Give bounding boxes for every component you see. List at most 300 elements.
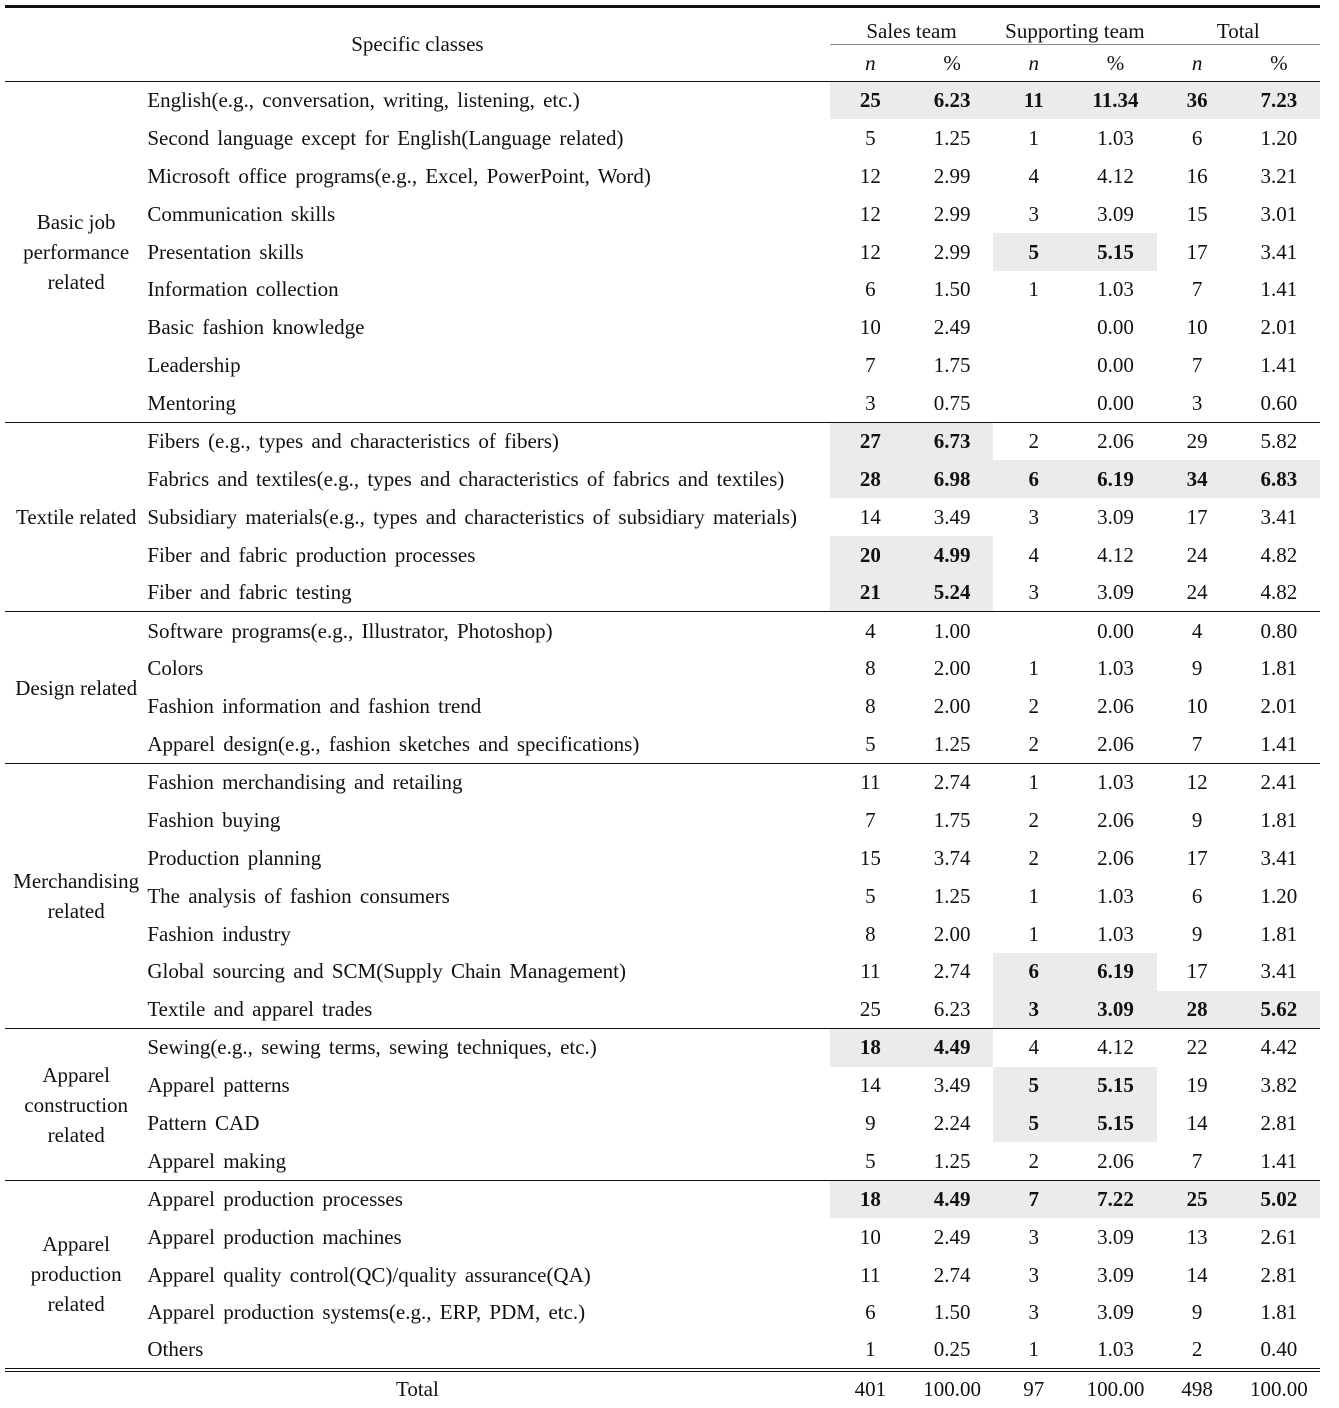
sales-n: 11	[860, 770, 881, 795]
supporting-pct: 1.03	[1097, 125, 1134, 150]
supporting-pct: 11.34	[1074, 82, 1156, 120]
sales-n: 9	[865, 1110, 876, 1135]
supporting-n: 2	[1028, 845, 1040, 870]
total-pct: 4.82	[1260, 580, 1298, 605]
total-n: 17	[1186, 504, 1208, 529]
total-pct: 1.81	[1260, 656, 1298, 681]
supporting-n: 1	[1028, 277, 1040, 302]
sales-n: 14	[859, 504, 881, 529]
table-row	[5, 460, 1320, 498]
sales-pct: 1.50	[933, 277, 971, 302]
supporting-n: 3	[993, 991, 1074, 1029]
supporting-n: 2	[1028, 1148, 1040, 1173]
sales-n: 12	[859, 239, 881, 264]
class-name: Microsoft office programs(e.g., Excel, PowerPoint, Word)	[147, 163, 651, 188]
table-row	[5, 764, 1320, 802]
supporting-pct: 4.12	[1097, 163, 1134, 188]
supporting-n: 3	[1028, 1262, 1040, 1287]
supporting-n: 1	[1028, 883, 1040, 908]
supporting-pct: 2.06	[1097, 731, 1134, 756]
table-row	[5, 726, 1320, 764]
supporting-pct: 1.03	[1097, 277, 1134, 302]
sales-pct: 1.25	[933, 883, 971, 908]
table-row	[5, 1142, 1320, 1180]
total-pct: 1.41	[1260, 731, 1298, 756]
total-pct: 0.80	[1260, 618, 1298, 643]
total-n: 9	[1191, 1300, 1203, 1325]
class-name: English(e.g., conversation, writing, listening, etc.)	[147, 88, 580, 113]
table-row	[5, 233, 1320, 271]
table-row	[5, 688, 1320, 726]
sales-n: 25	[830, 82, 911, 120]
sales-n: 12	[859, 201, 881, 226]
supporting-n	[993, 309, 1074, 347]
sales-pct: 2.49	[933, 1224, 971, 1249]
sales-n: 18	[830, 1180, 911, 1218]
supporting-n: 6	[993, 460, 1074, 498]
supporting-pct: 3.09	[1097, 201, 1134, 226]
sales-pct: 1.50	[933, 1300, 971, 1325]
total-pct: 3.41	[1260, 845, 1298, 870]
total-pct: 7.23	[1238, 82, 1320, 120]
specific-classes-header: Specific classes	[5, 7, 830, 82]
total-pct: 3.41	[1260, 504, 1298, 529]
supporting-pct: 7.22	[1074, 1180, 1156, 1218]
class-name: Subsidiary materials(e.g., types and characteristics of subsidiary materials)	[147, 504, 797, 529]
supporting-pct: 3.09	[1097, 580, 1134, 605]
sales-n: 27	[830, 423, 911, 461]
total-pct: 3.21	[1260, 163, 1298, 188]
sales-n: 6	[865, 1300, 876, 1325]
class-name: Information collection	[147, 277, 339, 302]
total-header: Total	[1157, 7, 1320, 45]
section-group	[5, 82, 1320, 423]
table-row	[5, 1105, 1320, 1143]
sales-pct: 2.74	[933, 770, 971, 795]
sales-n: 1	[865, 1337, 876, 1362]
total-n: 14	[1186, 1110, 1208, 1135]
total-n: 10	[1186, 694, 1208, 719]
category-label: Merchandising related	[13, 869, 140, 924]
sales-pct: 0.75	[933, 390, 971, 415]
table-header	[5, 7, 1320, 82]
total-pct: 2.01	[1260, 315, 1298, 340]
table-row	[5, 1332, 1320, 1370]
table-row	[5, 650, 1320, 688]
table-row	[5, 119, 1320, 157]
total-pct: 4.82	[1260, 542, 1298, 567]
class-name: Communication skills	[147, 201, 336, 226]
class-name: Fabrics and textiles(e.g., types and characteristics of fabrics and textiles)	[147, 466, 785, 491]
sales-pct: 2.99	[933, 239, 971, 264]
supporting-n: 5	[993, 1105, 1074, 1143]
sales-pct-header: %	[911, 45, 993, 82]
sales-n: 5	[865, 125, 876, 150]
sales-n: 5	[865, 731, 876, 756]
category-label: Basic job performance related	[23, 210, 130, 294]
table-row	[5, 1256, 1320, 1294]
table-row	[5, 157, 1320, 195]
category-label: Design related	[15, 675, 138, 700]
sales-pct: 6.73	[911, 423, 993, 461]
total-n: 9	[1191, 921, 1203, 946]
supporting-n: 2	[1028, 694, 1040, 719]
class-name: Global sourcing and SCM(Supply Chain Management)	[147, 959, 627, 984]
class-name: Fiber and fabric production processes	[147, 542, 476, 567]
supporting-n: 3	[1028, 201, 1040, 226]
category-label: Apparel production related	[30, 1232, 122, 1317]
total-pct: 2.01	[1260, 694, 1298, 719]
sales-n: 10	[859, 1224, 881, 1249]
total-n: 24	[1186, 542, 1208, 567]
table-row	[5, 536, 1320, 574]
class-name: Fashion information and fashion trend	[147, 694, 482, 719]
supporting-n: 1	[1028, 1337, 1040, 1362]
total-n: 3	[1191, 390, 1203, 415]
table-footer	[5, 1370, 1320, 1408]
sales-pct: 2.74	[933, 959, 971, 984]
supporting-pct: 3.09	[1097, 504, 1134, 529]
total-pct: 2.81	[1260, 1110, 1298, 1135]
class-name: Production planning	[147, 845, 322, 870]
total-n-header: n	[1157, 45, 1238, 82]
total-supporting-n: 97	[993, 1370, 1074, 1408]
class-name: Software programs(e.g., Illustrator, Photoshop)	[147, 618, 553, 643]
table-row	[5, 574, 1320, 612]
total-pct: 1.41	[1260, 277, 1298, 302]
sales-n: 11	[860, 1262, 881, 1287]
sales-n: 21	[830, 574, 911, 612]
sales-n-header: n	[830, 45, 911, 82]
total-n: 7	[1191, 353, 1203, 378]
sales-pct: 1.25	[933, 125, 971, 150]
supporting-pct: 0.00	[1097, 390, 1134, 415]
total-pct: 5.62	[1238, 991, 1320, 1029]
total-pct: 1.20	[1260, 883, 1298, 908]
supporting-n: 1	[1028, 770, 1040, 795]
sales-pct: 2.74	[933, 1262, 971, 1287]
supporting-pct: 4.12	[1097, 542, 1134, 567]
sales-pct: 0.25	[933, 1337, 971, 1362]
total-pct: 3.41	[1260, 239, 1298, 264]
total-n: 10	[1186, 315, 1208, 340]
supporting-n: 3	[1028, 504, 1040, 529]
class-name: Apparel production machines	[147, 1224, 402, 1249]
supporting-pct: 1.03	[1097, 883, 1134, 908]
total-n: 14	[1186, 1262, 1208, 1287]
table-row	[5, 347, 1320, 385]
table-row	[5, 82, 1320, 120]
supporting-n: 5	[993, 1067, 1074, 1105]
total-pct: 2.81	[1260, 1262, 1298, 1287]
sales-pct: 6.98	[911, 460, 993, 498]
section-group	[5, 612, 1320, 764]
sales-n: 8	[865, 921, 876, 946]
sales-pct: 1.75	[933, 353, 971, 378]
supporting-pct: 1.03	[1097, 656, 1134, 681]
supporting-pct: 5.15	[1074, 233, 1156, 271]
total-n: 36	[1157, 82, 1238, 120]
supporting-pct: 1.03	[1097, 770, 1134, 795]
sales-pct: 2.00	[933, 656, 971, 681]
table-row	[5, 839, 1320, 877]
total-n: 16	[1186, 163, 1208, 188]
total-n: 9	[1191, 807, 1203, 832]
sales-pct: 2.00	[933, 694, 971, 719]
class-name: Sewing(e.g., sewing terms, sewing techniques, etc.)	[147, 1035, 597, 1060]
total-pct: 4.42	[1260, 1035, 1298, 1060]
supporting-pct: 6.19	[1074, 953, 1156, 991]
supporting-n: 4	[1028, 1035, 1040, 1060]
sales-pct: 6.23	[933, 997, 971, 1022]
supporting-n: 2	[1028, 731, 1040, 756]
section-group	[5, 1029, 1320, 1181]
total-pct: 1.81	[1260, 921, 1298, 946]
total-total-pct: 100.00	[1238, 1370, 1320, 1408]
supporting-n: 3	[1028, 1300, 1040, 1325]
class-name: Fashion buying	[147, 807, 281, 832]
total-n: 28	[1157, 991, 1238, 1029]
table-row	[5, 423, 1320, 461]
supporting-n: 1	[1028, 125, 1040, 150]
table-row	[5, 1180, 1320, 1218]
supporting-n: 1	[1028, 656, 1040, 681]
table-row	[5, 953, 1320, 991]
total-pct: 5.82	[1260, 429, 1298, 454]
total-total-n: 498	[1157, 1370, 1238, 1408]
total-n: 22	[1186, 1035, 1208, 1060]
supporting-pct: 4.12	[1097, 1035, 1134, 1060]
supporting-n: 3	[1028, 1224, 1040, 1249]
sales-n: 14	[859, 1073, 881, 1098]
total-n: 7	[1191, 1148, 1203, 1173]
class-name: Apparel production processes	[147, 1187, 403, 1212]
sales-pct: 4.99	[911, 536, 993, 574]
sales-n: 3	[865, 390, 876, 415]
sales-pct: 4.49	[911, 1029, 993, 1067]
total-sales-pct: 100.00	[911, 1370, 993, 1408]
supporting-pct: 0.00	[1097, 353, 1134, 378]
sales-n: 8	[865, 656, 876, 681]
total-pct: 1.41	[1260, 353, 1298, 378]
supporting-pct: 0.00	[1097, 618, 1134, 643]
sales-n: 5	[865, 1148, 876, 1173]
section-group	[5, 1180, 1320, 1369]
table-row	[5, 612, 1320, 650]
class-name: Presentation skills	[147, 239, 304, 264]
sales-n: 7	[865, 353, 876, 378]
total-n: 7	[1191, 731, 1203, 756]
table-row	[5, 385, 1320, 423]
class-name: Textile and apparel trades	[147, 997, 373, 1022]
total-pct: 0.40	[1260, 1337, 1298, 1362]
supporting-pct-header: %	[1074, 45, 1156, 82]
supporting-pct: 1.03	[1097, 921, 1134, 946]
category-label: Textile related	[15, 505, 137, 530]
supporting-pct: 2.06	[1097, 1148, 1134, 1173]
class-name: Basic fashion knowledge	[147, 315, 365, 340]
supporting-team-header: Supporting team	[993, 7, 1156, 45]
sales-pct: 2.24	[933, 1110, 971, 1135]
sales-n: 8	[865, 694, 876, 719]
total-pct: 3.82	[1260, 1073, 1298, 1098]
sales-pct: 3.49	[933, 504, 971, 529]
sales-pct: 3.74	[933, 845, 971, 870]
total-n: 13	[1186, 1224, 1208, 1249]
class-name: Apparel patterns	[147, 1073, 290, 1098]
total-supporting-pct: 100.00	[1074, 1370, 1156, 1408]
total-n: 24	[1186, 580, 1208, 605]
table-row	[5, 1029, 1320, 1067]
supporting-n: 4	[1028, 163, 1040, 188]
sales-n: 25	[859, 997, 881, 1022]
supporting-pct: 2.06	[1097, 845, 1134, 870]
section-group	[5, 764, 1320, 1029]
supporting-n: 5	[993, 233, 1074, 271]
supporting-n: 1	[1028, 921, 1040, 946]
sales-pct: 2.00	[933, 921, 971, 946]
total-pct: 3.41	[1260, 959, 1298, 984]
supporting-n: 4	[1028, 542, 1040, 567]
supporting-pct: 3.09	[1074, 991, 1156, 1029]
total-n: 15	[1186, 201, 1208, 226]
table-row	[5, 877, 1320, 915]
sales-n: 15	[859, 845, 881, 870]
supporting-n: 3	[1028, 580, 1040, 605]
total-n: 7	[1191, 277, 1203, 302]
classes-table	[5, 5, 1320, 1408]
total-n: 2	[1191, 1337, 1203, 1362]
sales-pct: 2.99	[933, 201, 971, 226]
sales-team-header: Sales team	[830, 7, 993, 45]
sales-n: 5	[865, 883, 876, 908]
class-name: Apparel making	[147, 1148, 287, 1173]
table-row	[5, 309, 1320, 347]
table-row	[5, 1294, 1320, 1332]
class-name: Fiber and fabric testing	[147, 580, 352, 605]
total-pct: 2.41	[1260, 770, 1298, 795]
total-pct: 1.81	[1260, 807, 1298, 832]
sales-pct: 1.00	[933, 618, 971, 643]
table-row	[5, 801, 1320, 839]
total-n: 17	[1186, 845, 1208, 870]
section-group	[5, 423, 1320, 612]
total-n: 34	[1157, 460, 1238, 498]
sales-n: 11	[860, 959, 881, 984]
supporting-n: 2	[1028, 429, 1040, 454]
table-row	[5, 1218, 1320, 1256]
total-n: 6	[1191, 125, 1203, 150]
class-name: Second language except for English(Language related)	[147, 125, 624, 150]
supporting-n: 2	[1028, 807, 1040, 832]
class-name: Fashion industry	[147, 921, 291, 946]
supporting-pct: 1.03	[1097, 1337, 1134, 1362]
total-row	[5, 1370, 1320, 1408]
sales-pct: 1.25	[933, 731, 971, 756]
class-name: Apparel production systems(e.g., ERP, PDM, etc.)	[147, 1300, 586, 1325]
total-sales-n: 401	[830, 1370, 911, 1408]
supporting-n	[993, 385, 1074, 423]
table-row	[5, 498, 1320, 536]
sales-pct: 5.24	[911, 574, 993, 612]
sales-n: 7	[865, 807, 876, 832]
total-n: 25	[1157, 1180, 1238, 1218]
supporting-pct: 5.15	[1074, 1105, 1156, 1143]
class-name: Mentoring	[147, 390, 236, 415]
table-row	[5, 271, 1320, 309]
class-name: Leadership	[147, 353, 241, 378]
total-pct: 0.60	[1260, 390, 1298, 415]
supporting-pct: 2.06	[1097, 807, 1134, 832]
category-label: Apparel construction related	[24, 1062, 129, 1147]
table-row	[5, 1067, 1320, 1105]
total-pct: 1.81	[1260, 1300, 1298, 1325]
table-row	[5, 991, 1320, 1029]
sales-n: 20	[830, 536, 911, 574]
supporting-pct: 2.06	[1097, 694, 1134, 719]
sales-pct: 2.99	[933, 163, 971, 188]
class-name: Apparel design(e.g., fashion sketches and specifications)	[147, 731, 640, 756]
supporting-pct: 3.09	[1097, 1224, 1134, 1249]
total-pct: 1.20	[1260, 125, 1298, 150]
total-pct: 6.83	[1238, 460, 1320, 498]
supporting-n: 7	[993, 1180, 1074, 1218]
supporting-pct: 6.19	[1074, 460, 1156, 498]
total-pct-header: %	[1238, 45, 1320, 82]
supporting-n	[993, 347, 1074, 385]
supporting-n	[993, 612, 1074, 650]
total-n: 6	[1191, 883, 1203, 908]
sales-pct: 1.25	[933, 1148, 971, 1173]
supporting-n: 11	[993, 82, 1074, 120]
class-name: Fashion merchandising and retailing	[147, 770, 463, 795]
class-name: Colors	[147, 656, 204, 681]
total-pct: 5.02	[1238, 1180, 1320, 1218]
supporting-pct: 3.09	[1097, 1300, 1134, 1325]
supporting-pct: 5.15	[1074, 1067, 1156, 1105]
sales-n: 18	[830, 1029, 911, 1067]
sales-pct: 1.75	[933, 807, 971, 832]
total-n: 9	[1191, 656, 1203, 681]
class-name: Fibers (e.g., types and characteristics of fibers)	[147, 429, 559, 454]
supporting-pct: 3.09	[1097, 1262, 1134, 1287]
sales-n: 12	[859, 163, 881, 188]
sales-pct: 3.49	[933, 1073, 971, 1098]
supporting-n: 6	[993, 953, 1074, 991]
total-pct: 1.41	[1260, 1148, 1298, 1173]
sales-n: 4	[865, 618, 876, 643]
total-n: 19	[1186, 1073, 1208, 1098]
table-row	[5, 915, 1320, 953]
total-pct: 2.61	[1260, 1224, 1298, 1249]
total-n: 29	[1186, 429, 1208, 454]
total-pct: 3.01	[1260, 201, 1298, 226]
class-name: Apparel quality control(QC)/quality assurance(QA)	[147, 1262, 591, 1287]
sales-pct: 6.23	[911, 82, 993, 120]
sales-n: 28	[830, 460, 911, 498]
sales-n: 6	[865, 277, 876, 302]
supporting-n-header: n	[993, 45, 1074, 82]
total-n: 4	[1191, 618, 1203, 643]
class-name: The analysis of fashion consumers	[147, 883, 450, 908]
table-row	[5, 195, 1320, 233]
total-n: 12	[1186, 770, 1208, 795]
sales-n: 10	[859, 315, 881, 340]
total-row-label: Total	[5, 1370, 830, 1408]
class-name: Pattern CAD	[147, 1110, 260, 1135]
sales-pct: 4.49	[911, 1180, 993, 1218]
sales-pct: 2.49	[933, 315, 971, 340]
